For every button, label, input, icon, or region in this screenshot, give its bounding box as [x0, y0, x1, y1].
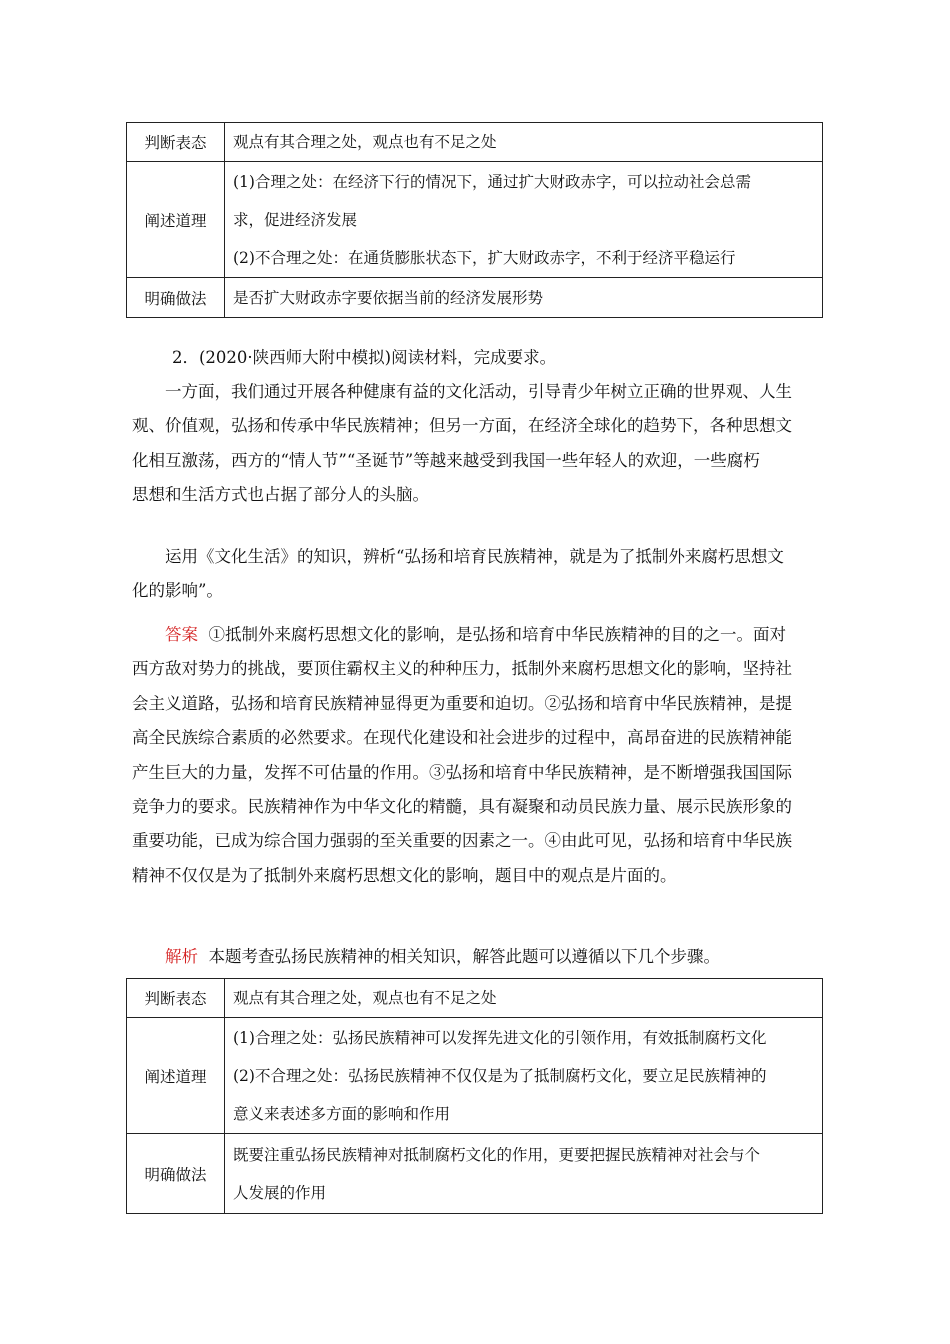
content-line: 既要注重弘扬民族精神对抵制腐朽文化的作用，更要把握民族精神对社会与个	[233, 1145, 761, 1164]
analysis-label: 解析	[165, 947, 198, 966]
content-line: (2)不合理之处：在通货膨胀状态下，扩大财政赤字，不利于经济平稳运行	[233, 248, 736, 267]
content-line: 是否扩大财政赤字要依据当前的经济发展形势	[233, 288, 544, 307]
analysis-text: 本题考查弘扬民族精神的相关知识，解答此题可以遵循以下几个步骤。	[208, 947, 720, 966]
row-header: 阐述道理	[127, 1018, 225, 1134]
table-row	[127, 1134, 823, 1214]
task-paragraph	[132, 540, 817, 609]
content-line: (1)合理之处：在经济下行的情况下，通过扩大财政赤字，可以拉动社会总需	[233, 172, 751, 191]
text-line: 思想和生活方式也占据了部分人的头脑。	[132, 485, 429, 505]
table-row	[127, 162, 823, 278]
text-line: 一方面，我们通过开展各种健康有益的文化活动，引导青少年树立正确的世界观、人生	[165, 382, 792, 401]
answer-paragraph	[132, 618, 817, 893]
row-content	[225, 1018, 823, 1134]
content-line: (1)合理之处：弘扬民族精神可以发挥先进文化的引领作用，有效抵制腐朽文化	[233, 1028, 767, 1047]
text-line: 观、价值观，弘扬和传承中华民族精神；但另一方面，在经济全球化的趋势下，各种思想文	[132, 416, 792, 436]
analysis-line	[132, 940, 817, 974]
row-header: 阐述道理	[127, 162, 225, 278]
analysis-paragraph	[132, 940, 817, 974]
answer-first-line	[132, 618, 817, 652]
summary-table-1	[126, 122, 823, 318]
text-line: 西方敌对势力的挑战，要顶住霸权主义的种种压力，抵制外来腐朽思想文化的影响，坚持社	[132, 659, 792, 679]
text-line: 重要功能，已成为综合国力强弱的至关重要的因素之一。④由此可见，弘扬和培育中华民族	[132, 831, 792, 851]
answer-label: 答案	[165, 625, 198, 644]
table-row	[127, 979, 823, 1018]
row-header: 判断表态	[127, 979, 225, 1018]
question-header: 2．(2020·陕西师大附中模拟)阅读材料，完成要求。	[172, 348, 557, 367]
text-line: 竞争力的要求。民族精神作为中华文化的精髓，具有凝聚和动员民族力量、展示民族形象的	[132, 797, 792, 817]
row-content	[225, 278, 823, 318]
answer-text: ①抵制外来腐朽思想文化的影响，是弘扬和培育中华民族精神的目的之一。面对	[208, 625, 786, 644]
row-header: 明确做法	[127, 1134, 225, 1214]
row-content	[225, 1134, 823, 1214]
text-line: 化的影响”。	[132, 581, 223, 601]
text-line: 精神不仅仅是为了抵制外来腐朽思想文化的影响，题目中的观点是片面的。	[132, 865, 677, 885]
text-line: 高全民族综合素质的必然要求。在现代化建设和社会进步的过程中，高昂奋进的民族精神能	[132, 728, 792, 748]
table-row	[127, 278, 823, 318]
table-row	[127, 123, 823, 162]
content-line: 人发展的作用	[233, 1183, 327, 1202]
summary-table-2	[126, 978, 823, 1214]
text-line: 运用《文化生活》的知识，辨析“弘扬和培育民族精神，就是为了抵制外来腐朽思想文	[165, 547, 784, 566]
material-paragraph	[132, 375, 817, 513]
content-line: 观点有其合理之处，观点也有不足之处	[233, 133, 497, 151]
row-header: 明确做法	[127, 278, 225, 318]
text-line: 会主义道路，弘扬和培育民族精神显得更为重要和迫切。②弘扬和培育中华民族精神，是提	[132, 693, 792, 713]
row-header: 判断表态	[127, 123, 225, 162]
content-line: (2)不合理之处：弘扬民族精神不仅仅是为了抵制腐朽文化，要立足民族精神的	[233, 1066, 767, 1085]
table-row	[127, 1018, 823, 1134]
text-line: 化相互激荡，西方的“情人节”“圣诞节”等越来越受到我国一些年轻人的欢迎，一些腐朽	[132, 450, 760, 470]
content-line: 意义来表述多方面的影响和作用	[233, 1104, 451, 1123]
row-content	[225, 123, 823, 162]
row-content	[225, 979, 823, 1018]
row-content	[225, 162, 823, 278]
text-line: 产生巨大的力量，发挥不可估量的作用。③弘扬和培育中华民族精神，是不断增强我国国际	[132, 762, 792, 782]
content-line: 观点有其合理之处，观点也有不足之处	[233, 989, 497, 1007]
content-line: 求，促进经济发展	[233, 210, 358, 229]
